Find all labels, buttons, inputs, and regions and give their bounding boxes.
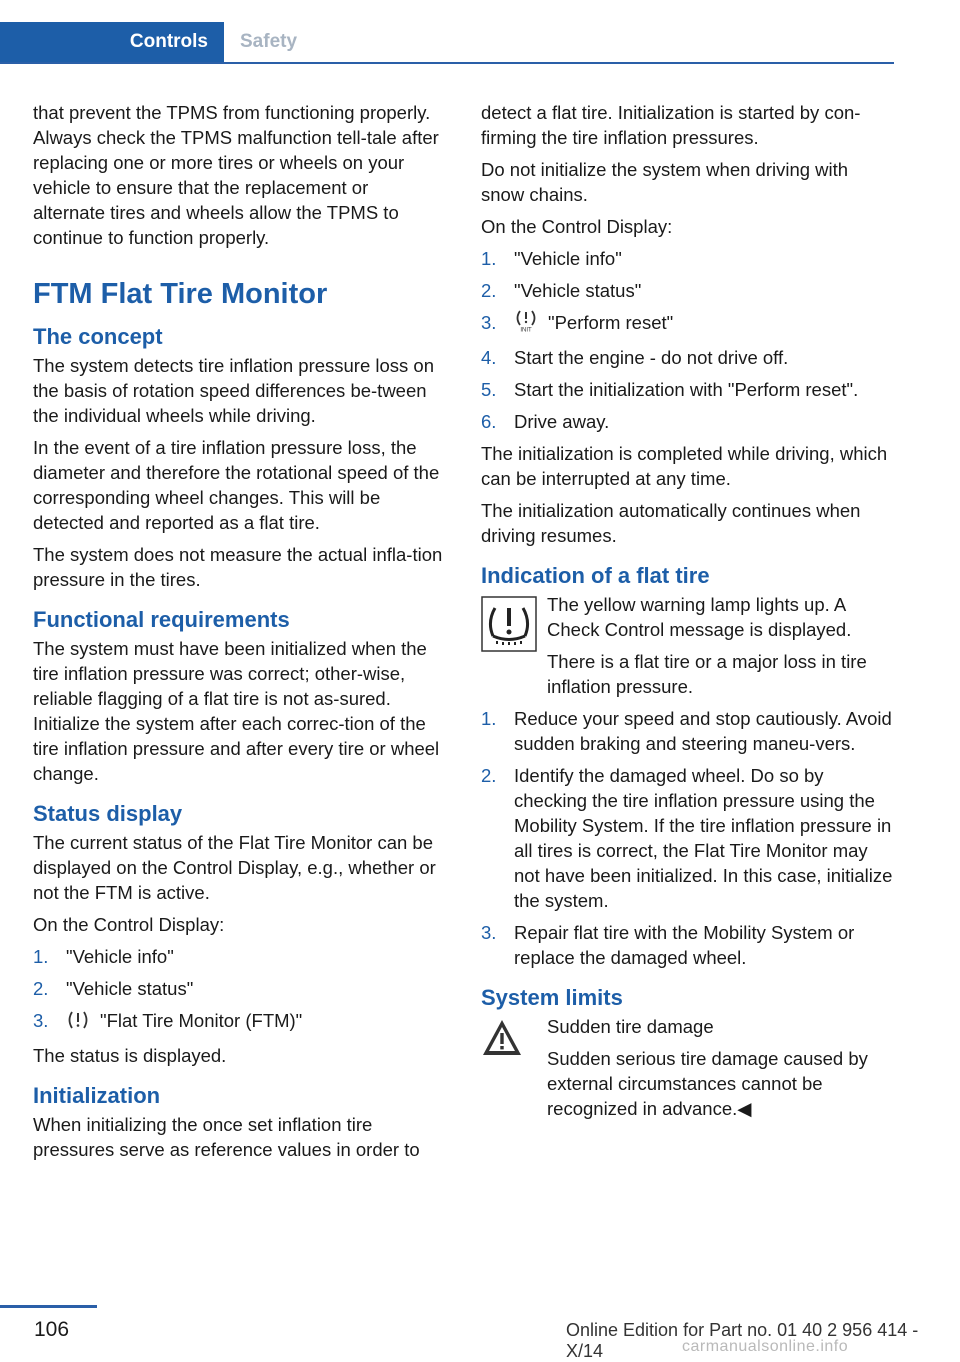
concept-heading: The concept: [33, 324, 163, 349]
step-text: Reduce your speed and stop cautiously. Avoid sudden braking and steering maneu‐vers.: [514, 708, 892, 754]
section-title: FTM Flat Tire Monitor: [33, 278, 328, 310]
step-number: 2.: [33, 978, 49, 999]
list-item: [481, 278, 893, 303]
flat-tire-steps-list: [481, 706, 893, 970]
step-text: "Vehicle info": [514, 248, 622, 269]
step-text: Start the initialization with "Perform reset".: [514, 379, 859, 400]
step-number: 3.: [481, 922, 497, 943]
right-paragraph-1: detect a flat tire. Initialization is started by con‐firming the tire inflation pressures.: [481, 102, 861, 148]
step-number: 3.: [33, 1010, 49, 1031]
list-item: [481, 310, 893, 338]
functional-requirements-heading: Functional requirements: [33, 607, 290, 632]
flat-tire-warning-block: [481, 592, 893, 699]
step-number: 1.: [481, 248, 497, 269]
list-item: [481, 706, 893, 756]
concept-paragraph-2: In the event of a tire inflation pressure loss, the diameter and therefore the rotational speed of the corresponding wheel changes. This will be detected and reported as a flat tire.: [33, 437, 440, 533]
step-text: "Perform reset": [548, 312, 674, 333]
step-number: 3.: [481, 312, 497, 333]
init-steps-list: [481, 246, 893, 434]
step-number: 6.: [481, 411, 497, 432]
functional-requirements-paragraph: The system must have been initialized when the tire inflation pressure was correct; other‐wise, reliable flagging of a flat tire is not as‐sured. Initialize the system after each correc‐tion of the tire inflation pressure and after every tire or wheel change.: [33, 638, 440, 784]
step-text: Repair flat tire with the Mobility System or replace the damaged wheel.: [514, 922, 855, 968]
header-bar: [0, 0, 894, 64]
list-item: [481, 377, 893, 402]
edition-label: Online Edition for Part no. 01 40 2 956 414 - X/14: [566, 1320, 919, 1361]
ftm-tire-icon: [66, 1010, 90, 1036]
step-number: 2.: [481, 280, 497, 301]
status-steps-list: [33, 944, 445, 1036]
right-paragraph-4: The initialization is completed while driving, which can be interrupted at any time.: [481, 443, 888, 489]
status-paragraph-3: The status is displayed.: [33, 1045, 227, 1066]
list-item: [481, 763, 893, 913]
status-display-heading: Status display: [33, 801, 183, 826]
list-item: [33, 944, 445, 969]
left-column: [33, 100, 445, 1169]
step-text: "Vehicle status": [514, 280, 642, 301]
system-limits-warning-block: [481, 1014, 893, 1121]
status-paragraph-1: The current status of the Flat Tire Monitor can be displayed on the Control Display, e.g., whether or not the FTM is active.: [33, 832, 436, 903]
flat-tire-indication-heading: Indication of a flat tire: [481, 563, 710, 588]
flat-tire-paragraph-1: The yellow warning lamp lights up. A Check Control message is displayed.: [547, 594, 852, 640]
list-item: [481, 345, 893, 370]
step-text: "Vehicle status": [66, 978, 194, 999]
step-text: Identify the damaged wheel. Do so by checking the tire inflation pressure using the Mobility System. If the tire inflation pressure in all tires is correct, the Flat Tire Monitor may not have been initialized. In this case, initialize the system.: [514, 765, 893, 911]
initialization-paragraph: When initializing the once set inflation tire pressures serve as reference values in order to: [33, 1114, 420, 1160]
status-paragraph-2: On the Control Display:: [33, 914, 225, 935]
step-number: 4.: [481, 347, 497, 368]
init-icon-label: INIT: [520, 327, 532, 332]
step-number: 5.: [481, 379, 497, 400]
warning-triangle-icon: [481, 1018, 523, 1064]
tire-pressure-warning-icon: [481, 596, 537, 658]
step-text: Drive away.: [514, 411, 610, 432]
system-limits-paragraph-2: Sudden serious tire damage caused by external circumstances cannot be recognized in advance.◀: [547, 1048, 868, 1119]
initialization-heading: Initialization: [33, 1083, 161, 1108]
right-paragraph-2: Do not initialize the system when driving with snow chains.: [481, 159, 849, 205]
right-paragraph-3: On the Control Display:: [481, 216, 673, 237]
list-item: [481, 246, 893, 271]
watermark: carmanualsonline.info: [682, 1338, 849, 1355]
system-limits-heading: System limits: [481, 985, 623, 1010]
system-limits-paragraph-1: Sudden tire damage: [547, 1016, 714, 1037]
intro-paragraph: that prevent the TPMS from functioning properly. Always check the TPMS malfunction tell‐tale after replacing one or more tires or wheels on your vehicle to ensure that the replacement or alternate tires and wheels allow the TPMS to continue to function properly.: [33, 102, 439, 248]
concept-paragraph-3: The system does not measure the actual infla‐tion pressure in the tires.: [33, 544, 443, 590]
page-number: 106: [34, 1318, 70, 1341]
step-number: 2.: [481, 765, 497, 786]
right-paragraph-5: The initialization automatically continues when driving resumes.: [481, 500, 861, 546]
list-item: [33, 1008, 445, 1036]
step-text: "Flat Tire Monitor (FTM)": [100, 1010, 303, 1031]
right-column: [481, 100, 893, 1128]
step-text: "Vehicle info": [66, 946, 174, 967]
step-text: Start the engine - do not drive off.: [514, 347, 789, 368]
concept-paragraph-1: The system detects tire inflation pressure loss on the basis of rotation speed differences be‐tween the individual wheels while driving.: [33, 355, 435, 426]
footer-divider: [0, 1305, 97, 1308]
step-number: 1.: [33, 946, 49, 967]
flat-tire-paragraph-2: There is a flat tire or a major loss in tire inflation pressure.: [547, 651, 867, 697]
tab-safety[interactable]: Safety: [240, 31, 298, 52]
list-item: [33, 976, 445, 1001]
tab-controls[interactable]: Controls: [0, 22, 224, 62]
list-item: [481, 920, 893, 970]
tire-init-icon: [514, 310, 538, 338]
step-number: 1.: [481, 708, 497, 729]
list-item: [481, 409, 893, 434]
